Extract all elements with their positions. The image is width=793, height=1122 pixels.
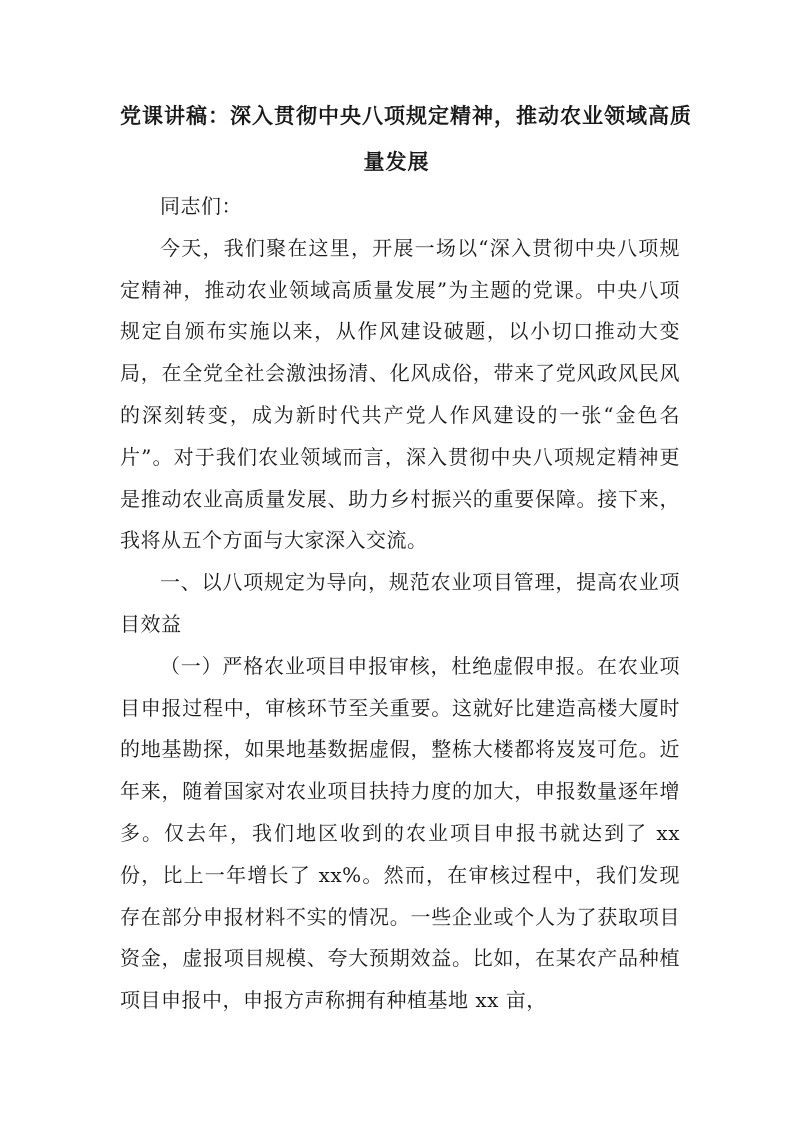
salutation-paragraph: 同志们： — [160, 194, 242, 218]
section-heading-1: 一、以八项规定为导向，规范农业项目管理，提高农业项目效益 — [120, 570, 680, 636]
document-title-line-1: 党课讲稿：深入贯彻中央八项规定精神，推动农业领域高质 — [120, 103, 692, 128]
document-body — [120, 186, 680, 1022]
subsection-paragraph-1: （一）严格农业项目申报审核，杜绝虚假申报。在农业项目申报过程中，审核环节至关重要。这就好比建造高楼大厦时的地基勘探，如果地基数据虚假，整栋大楼都将岌岌可危。近年来，随着国家对农业项目扶持力度的加大，申报数量逐年增多。仅去年，我们地区收到的农业项目申报书就达到了 xx 份，比上一年增长了 xx%。然而，在审核过程中，我们发现存在部分申报材料不实的情况。一些企业或个人为了获取项目资金，虚报项目规模、夸大预期效益。比如，在某农产品种植项目申报中，申报方声称拥有种植基地 xx 亩， — [120, 653, 680, 1013]
intro-paragraph: 今天，我们聚在这里，开展一场以“深入贯彻中央八项规定精神，推动农业领域高质量发展”为主题的党课。中央八项规定自颁布实施以来，从作风建设破题，以小切口推动大变局，在全党全社会激浊扬清、化风成俗，带来了党风政风民风的深刻转变，成为新时代共产党人作风建设的一张“金色名片”。对于我们农业领域而言，深入贯彻中央八项规定精神更是推动农业高质量发展、助力乡村振兴的重要保障。接下来，我将从五个方面与大家深入交流。 — [120, 235, 680, 553]
document-title-line-2: 量发展 — [363, 149, 430, 174]
